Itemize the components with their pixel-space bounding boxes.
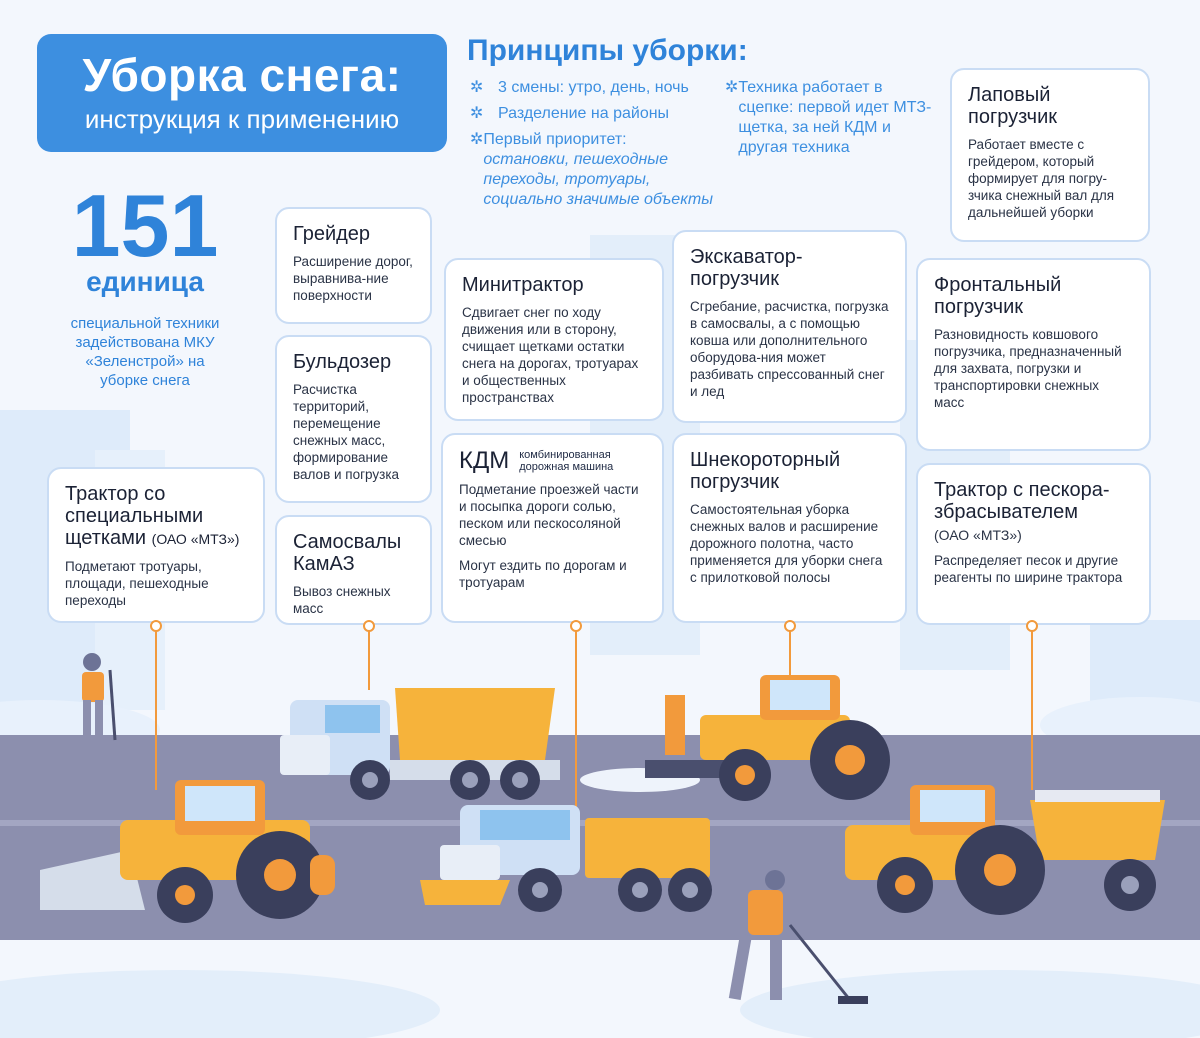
- card-title: Бульдозер: [293, 351, 392, 373]
- snowflake-icon: ✲: [470, 79, 484, 96]
- card-title: Шнекороторный погрузчик: [690, 449, 841, 493]
- card-text: Сгребание, расчистка, погрузка в самосвалы, а с помощью ковша или дополнительного оборудова-ния может разбивать спрессованный снег и лед: [690, 299, 889, 399]
- priority-detail: остановки, пешеходные переходы, тротуары, социально значимые объекты: [483, 151, 714, 208]
- kdm-truck: [420, 805, 712, 912]
- card-text: Расширение дорог, выравнива-ние поверхности: [293, 254, 413, 303]
- card-title: Трактор со специальными щетками (ОАО «МТЗ»): [65, 483, 240, 549]
- principle-item: ✲ Первый приоритет: остановки, пешеходные переходы, тротуары, социально значимые объекты: [470, 131, 714, 208]
- worker-shoveling: [729, 870, 868, 1004]
- card-text: Распределяет песок и другие реагенты по ширине трактора: [934, 553, 1123, 585]
- principle-item: ✲ Техника работает в сцепке: первой идет МТЗ-щетка, за ней КДМ и другая техника: [725, 79, 932, 156]
- card-title: Трактор с пескора-збрасывателем: [934, 479, 1110, 523]
- stats-number: 151: [71, 176, 219, 275]
- worker-left: [82, 653, 115, 740]
- principle-item: ✲ 3 смены: утро, день, ночь: [470, 79, 689, 96]
- card-title: Фронтальный погрузчик: [934, 274, 1062, 318]
- principle-item: ✲ Разделение на районы: [470, 105, 670, 122]
- card-text: Разновидность ковшового погрузчика, предназначенный для захвата, погрузки и транспортировки снежных масс: [934, 327, 1122, 410]
- card-text: Сдвигает снег по ходу движения или в сторону, счищает щетками остатки снега на дорогах, тротуарах и общественных пространствах: [462, 305, 639, 405]
- card-text: Подметают тротуары, площади, пешеходные переходы: [65, 559, 209, 608]
- card-subtitle: комбинированная дорожная машина: [519, 449, 614, 473]
- stats-description: специальной техники задействована МКУ «Зеленстрой» на уборке снега: [70, 315, 220, 389]
- card-text-2: Могут ездить по дорогам и тротуарам: [459, 558, 627, 590]
- principles-title: Принципы уборки:: [467, 34, 748, 67]
- card-title-suffix: (ОАО «МТЗ»): [934, 527, 1022, 543]
- sand-tractor: [845, 785, 1165, 915]
- snowflake-icon: ✲: [725, 79, 739, 96]
- main-title: Уборка снега:: [82, 49, 402, 101]
- card-title: Грейдер: [293, 223, 371, 245]
- card-text: Самостоятельная уборка снежных валов и расширение дорожного полотна, часто применяется для уборки снега с прилотковой полосы: [690, 502, 883, 585]
- card-title: Самосвалы КамАЗ: [293, 531, 402, 575]
- card-text: Подметание проезжей части и посыпка дороги солью, песком или пескосоляной смесью: [459, 482, 639, 548]
- auger-loader: [645, 675, 890, 801]
- main-subtitle: инструкция к применению: [84, 104, 400, 134]
- brush-tractor: [40, 780, 335, 923]
- snowflake-icon: ✲: [470, 131, 484, 148]
- stats-unit: единица: [86, 266, 204, 297]
- card-text: Расчистка территорий, перемещение снежных масс, формирование валов и погрузка: [293, 382, 400, 482]
- card-title: Экскаватор-погрузчик: [690, 246, 803, 290]
- dump-truck: [280, 688, 560, 800]
- card-text: Вывоз снежных масс: [293, 584, 391, 616]
- card-title: КДМ: [459, 447, 510, 474]
- snowflake-icon: ✲: [470, 105, 484, 122]
- card-text: Работает вместе с грейдером, который формирует для погру-зчика снежный вал для дальнейшей уборки: [968, 137, 1115, 220]
- card-title: Лаповый погрузчик: [968, 84, 1057, 128]
- card-title: Минитрактор: [462, 274, 584, 296]
